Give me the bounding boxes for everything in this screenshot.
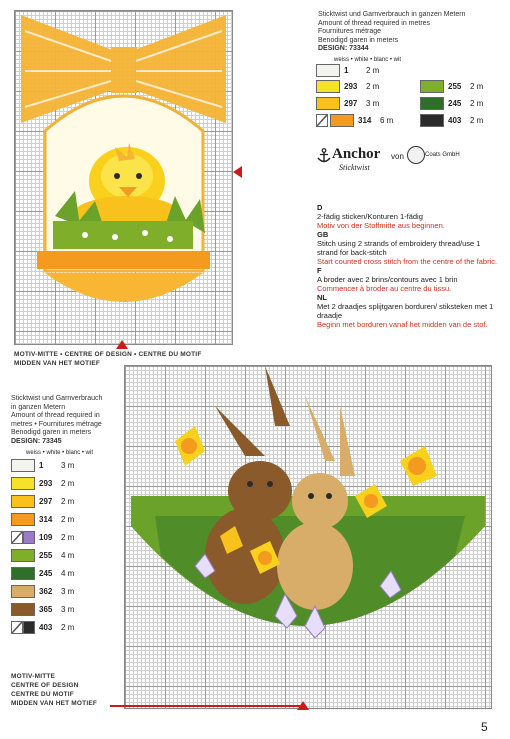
legend-2-row: 1 3 m [11,459,81,472]
swatch [11,603,35,616]
legend-1-color-header: weiss • white • blanc • wit [334,57,401,63]
legend-1-row: 293 2 m [316,80,386,93]
swatch [420,114,444,127]
legend-1-row: 297 3 m [316,97,386,110]
legend-2-row: 293 2 m [11,477,81,490]
page-number: 5 [481,720,488,734]
coats-emblem-icon [407,146,425,164]
rabbit-motif-artwork [125,366,491,708]
swatch [316,97,340,110]
swatch [420,80,444,93]
swatch [23,531,35,544]
swatch [11,585,35,598]
instructions-block [317,203,503,329]
rabbit-cross-stitch-chart [124,365,492,709]
legend-2-title: Sticktwist und Garnverbrauch in ganzen Metern Amount of thread required in metres • Fournitures métrage Benodigd garen in meters DESIGN: 73345 [11,395,103,445]
swatch [420,97,444,110]
legend-1-title: Sticktwist und Garnverbrauch in ganzen Metern Amount of thread required in metres Fournitures métrage Benodigd garen in meters DESIGN: 73344 [318,11,466,52]
instr-gb: GB Stitch using 2 strands of embroidery thread/use 1 strand for back-stitch Start counted cross stitch from the centre of the fabric. [317,230,498,266]
swatch [330,114,354,127]
swatch [11,513,35,526]
motif-center-label-2: MOTIV-MITTE CENTRE OF DESIGN CENTRE DU MOTIF MIDDEN VAN HET MOTIEF [11,673,98,707]
swatch [11,567,35,580]
chick-motif-artwork [15,11,232,344]
center-marker-bottom [116,340,128,349]
legend-2-color-header: weiss • white • blanc • wit [26,450,93,456]
legend-1-row: 1 2 m [316,64,386,77]
legend-2-row: 365 3 m [11,603,81,616]
legend-1-row: 255 2 m [420,80,490,93]
backstitch-swatch [316,114,328,127]
swatch [11,477,35,490]
legend-2-row: 109 2 m [11,531,81,544]
center-marker-right [233,166,242,178]
swatch [11,495,35,508]
center-marker-bottom-2 [297,701,309,710]
center-arrow-line [110,705,300,707]
legend-1-row: 245 2 m [420,97,490,110]
swatch [316,80,340,93]
legend-2-row: 314 2 m [11,513,81,526]
instr-fr: F A broder avec 2 brins/contours avec 1 brin Commencer à broder au centre du tissu. [317,266,458,293]
instr-de: D 2-fädig sticken/Konturen 1-fädig Motiv von der Stoffmitte aus beginnen. [317,203,445,230]
legend-2-row: 403 2 m [11,621,81,634]
legend-2-row: 297 2 m [11,495,81,508]
legend-2-row: 245 4 m [11,567,81,580]
legend-1-row: 403 2 m [420,114,490,127]
anchor-icon [317,148,331,164]
swatch [11,549,35,562]
anchor-logo: Anchor Sticktwist von Coats GmbH [317,146,507,182]
motif-center-label-1: MOTIV-MITTE • CENTRE OF DESIGN • CENTRE DU MOTIF MIDDEN VAN HET MOTIEF [14,351,202,367]
chick-cross-stitch-chart [14,10,233,345]
instr-nl: NL Met 2 draadjes splijtgaren borduren/ stiksteken met 1 draadje Beginn met borduren vanaf het midden van de stof. [317,293,494,329]
legend-2-row: 255 4 m [11,549,81,562]
legend-2-row: 362 3 m [11,585,81,598]
swatch [316,64,340,77]
swatch [23,621,35,634]
swatch [11,459,35,472]
backstitch-swatch [11,621,23,634]
legend-1-row: 314 6 m [316,114,400,127]
backstitch-swatch [11,531,23,544]
